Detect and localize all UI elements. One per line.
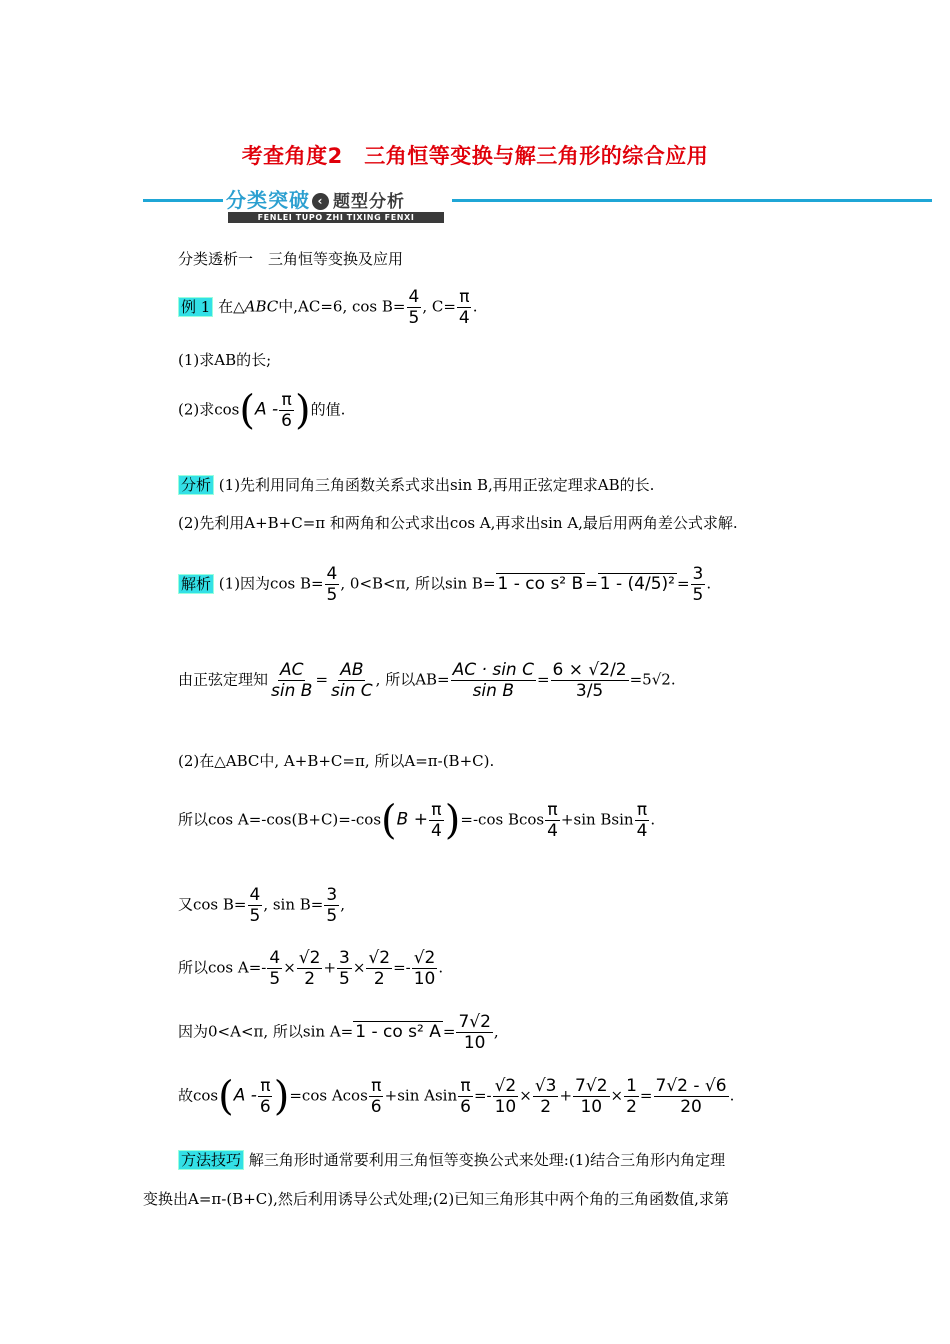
example-statement bbox=[178, 287, 478, 328]
s8-eq: =- bbox=[473, 1086, 492, 1105]
frac-num: 3 bbox=[339, 948, 350, 968]
s4-pre: 所以cos A=-cos(B+C)=-cos bbox=[178, 810, 382, 829]
frac-den: 2 bbox=[626, 1097, 637, 1117]
solution-line-6 bbox=[178, 948, 443, 989]
fraction-sqrt2-10 bbox=[412, 948, 438, 989]
frac-den: 5 bbox=[692, 585, 704, 605]
fraction-1-2 bbox=[624, 1076, 639, 1117]
frac-num: √2 bbox=[413, 948, 436, 968]
fraction-compound bbox=[551, 660, 629, 701]
banner-rule-right bbox=[452, 199, 932, 202]
banner-sub: 题型分析 bbox=[333, 192, 405, 212]
frac-den: sin B bbox=[472, 681, 514, 701]
fraction-4-5-b bbox=[248, 885, 263, 926]
s7-end: , bbox=[493, 1022, 499, 1041]
frac-num: 1 bbox=[626, 1076, 637, 1096]
frac-num: √2 bbox=[494, 1076, 517, 1096]
solution-line-5 bbox=[178, 885, 345, 926]
fraction-sqrt3-2 bbox=[533, 1076, 559, 1117]
sqrt-expression-3: 1 - co s² A bbox=[355, 1021, 441, 1042]
fraction-7sqrt2-10 bbox=[456, 1012, 492, 1053]
frac-den: 10 bbox=[413, 969, 436, 989]
fraction-b bbox=[407, 287, 422, 328]
frac-den: 5 bbox=[269, 969, 281, 989]
solution-tag: 解析 bbox=[178, 574, 214, 594]
s5-pre: 又cos B= bbox=[178, 895, 247, 914]
example-c: , C= bbox=[422, 297, 456, 316]
analysis-line-1 bbox=[178, 475, 654, 495]
frac-num: 4 bbox=[269, 948, 281, 968]
frac-num: π bbox=[459, 287, 470, 307]
frac-num: 4 bbox=[408, 287, 420, 307]
solution-line-7: 因为0<A<π, 所以sin A= 1 - co s² A = $\frac{7√2}{10}$ , bbox=[178, 1012, 499, 1053]
frac-den: 6 bbox=[281, 411, 292, 431]
frac-num: π bbox=[636, 800, 648, 820]
section-banner bbox=[226, 184, 448, 224]
times-2: × bbox=[352, 958, 366, 977]
frac-den: 4 bbox=[430, 821, 442, 841]
fraction-pi-6-c bbox=[369, 1076, 384, 1117]
frac-den: 6 bbox=[259, 1097, 271, 1117]
section-heading: 分类透析一 三角恒等变换及应用 bbox=[178, 250, 404, 268]
frac-num: π bbox=[371, 1076, 382, 1096]
fraction-4-5 bbox=[325, 564, 340, 605]
s4-mid2: +sin Bsin bbox=[560, 810, 634, 829]
s7-pre: 因为0<A<π, 所以sin A= bbox=[178, 1022, 354, 1041]
frac-num: π bbox=[281, 390, 292, 410]
times-4: × bbox=[610, 1086, 624, 1105]
frac-den: 6 bbox=[460, 1097, 471, 1117]
s8-mid: =cos Acos bbox=[289, 1086, 368, 1105]
analysis-tag: 分析 bbox=[178, 475, 214, 495]
question-1: (1)求AB的长; bbox=[178, 351, 272, 369]
s6-pre: 所以cos A=- bbox=[178, 958, 267, 977]
frac-num: AB bbox=[340, 660, 364, 680]
s4-end: . bbox=[650, 810, 656, 829]
fraction-3-5-b bbox=[324, 885, 339, 926]
paren-close: ) bbox=[295, 387, 311, 434]
frac-num: 3 bbox=[692, 564, 704, 584]
fraction-c bbox=[457, 287, 472, 328]
frac-den: 2 bbox=[373, 969, 385, 989]
frac-den: sin B bbox=[271, 681, 313, 701]
s4-paren: B + bbox=[396, 809, 428, 830]
sqrt-expression: 1 - co s² B bbox=[497, 573, 584, 594]
example-pre: 在△ bbox=[218, 297, 245, 316]
solution-line-4 bbox=[178, 797, 656, 844]
paren-open: ( bbox=[381, 797, 397, 844]
frac-den: 4 bbox=[547, 821, 558, 841]
fraction-pi-4 bbox=[429, 800, 444, 841]
banner-rule-left bbox=[143, 199, 223, 202]
frac-den: 2 bbox=[304, 969, 316, 989]
fraction-sqrt2-10-b bbox=[493, 1076, 519, 1117]
frac-den: 20 bbox=[680, 1097, 702, 1117]
s2-result: =5√2. bbox=[629, 670, 676, 689]
example-tag: 例 1 bbox=[178, 297, 213, 317]
frac-num: π bbox=[431, 800, 442, 820]
method-tag: 方法技巧 bbox=[178, 1150, 244, 1170]
fraction-pi-4-b bbox=[545, 800, 560, 841]
fraction-7sqrt2-10-b bbox=[573, 1076, 609, 1117]
s8-paren: A - bbox=[233, 1085, 257, 1106]
q2-post: 的值. bbox=[310, 400, 346, 419]
frac-num: 4 bbox=[249, 885, 261, 905]
fraction-3-5-c bbox=[337, 948, 352, 989]
frac-den: 5 bbox=[326, 906, 338, 926]
q2-a: A - bbox=[255, 399, 279, 420]
frac-den: 5 bbox=[249, 906, 261, 926]
times-3: × bbox=[519, 1086, 532, 1105]
page-title: 考查角度2 三角恒等变换与解三角形的综合应用 bbox=[241, 144, 709, 168]
fraction-pi-6-d bbox=[458, 1076, 473, 1117]
frac-num: 4 bbox=[326, 564, 338, 584]
frac-den: 10 bbox=[494, 1097, 517, 1117]
frac-num: 7√2 - √6 bbox=[655, 1076, 727, 1096]
chevron-left-icon: ‹ bbox=[312, 193, 329, 210]
fraction-3-5 bbox=[691, 564, 706, 605]
method-line-2: 变换出A=π-(B+C),然后利用诱导公式处理;(2)已知三角形其中两个角的三角函数值,求第 bbox=[143, 1190, 729, 1208]
fraction-ac-sinc bbox=[451, 660, 536, 701]
frac-num: π bbox=[547, 800, 558, 820]
frac-den: sin C bbox=[331, 681, 373, 701]
example-end: . bbox=[472, 297, 478, 316]
frac-den: 10 bbox=[463, 1033, 486, 1053]
frac-den: 4 bbox=[458, 308, 470, 328]
frac-den: 5 bbox=[408, 308, 420, 328]
fraction-pi-4-c bbox=[635, 800, 650, 841]
frac-num: AC bbox=[279, 660, 304, 680]
s5-mid: , sin B= bbox=[263, 895, 324, 914]
banner-pinyin: FENLEI TUPO ZHI TIXING FENXI bbox=[228, 212, 444, 223]
solution-line-3: (2)在△ABC中, A+B+C=π, 所以A=π-(B+C). bbox=[178, 752, 495, 770]
sqrt-expression-2: 1 - (4/5)² bbox=[599, 573, 675, 594]
frac-num: 3 bbox=[326, 885, 338, 905]
frac-num: π bbox=[460, 1076, 471, 1096]
plus-2: + bbox=[559, 1086, 573, 1105]
paren-close: ) bbox=[273, 1073, 290, 1120]
frac-num: AC · sin C bbox=[452, 660, 534, 680]
frac-den: 4 bbox=[636, 821, 648, 841]
q2-pre: (2)求cos bbox=[178, 400, 240, 419]
banner-main: 分类突破 bbox=[226, 188, 310, 212]
frac-num: π bbox=[260, 1076, 271, 1096]
frac-num: √3 bbox=[534, 1076, 557, 1096]
s6-end: . bbox=[438, 958, 444, 977]
example-abc: ABC bbox=[244, 297, 279, 316]
fraction-pi-6-b bbox=[258, 1076, 273, 1117]
frac-num: 6 × √2/2 bbox=[552, 660, 627, 680]
s2-mid: , 所以AB= bbox=[375, 670, 450, 689]
times: × bbox=[283, 958, 296, 977]
solution-line-8: 故cos(A - $\frac{\pi}{6}$ )=cos Acos $\frac{\pi}{6}$ +sin Asin $\frac{\pi}{6}$ =- $\frac{√2}{10}$ × $\frac{√3}{2}$ + $\frac{7√2}{10}$ × $\frac{1}{2}$ = $\frac{7√2 - √6}{20}$ . bbox=[178, 1073, 735, 1120]
s1-eq: = bbox=[585, 574, 598, 593]
s1-eq-2: = bbox=[676, 574, 690, 593]
fraction-pi-6 bbox=[279, 390, 294, 431]
analysis-text-1: (1)先利用同角三角函数关系式求出sin B,再用正弦定理求AB的长. bbox=[218, 476, 655, 494]
frac-num: 7√2 bbox=[575, 1076, 608, 1096]
fraction-ab-sinc bbox=[329, 660, 375, 701]
s5-end: , bbox=[340, 895, 345, 914]
frac-den: 3/5 bbox=[575, 681, 604, 701]
s8-pre: 故cos bbox=[178, 1086, 219, 1105]
s8-mid2: +sin Asin bbox=[384, 1086, 458, 1105]
s4-mid: =-cos Bcos bbox=[460, 810, 545, 829]
fraction-4-5-c bbox=[267, 948, 282, 989]
frac-den: 10 bbox=[580, 1097, 603, 1117]
s2-pre: 由正弦定理知 bbox=[178, 670, 269, 689]
solution-line-1: 解析 (1)因为cos B= $\frac{4}{5}$ , 0<B<π, 所以sin B= 1 - co s² B = 1 - (4/5)² = $\frac{3}{5}$ . bbox=[178, 564, 711, 605]
frac-den: 5 bbox=[326, 585, 338, 605]
eq: =- bbox=[393, 958, 411, 977]
method-line-1 bbox=[178, 1150, 725, 1170]
paren-close: ) bbox=[444, 797, 461, 844]
analysis-line-2: (2)先利用A+B+C=π 和两角和公式求出cos A,再求出sin A,最后用两角差公式求解. bbox=[178, 514, 738, 532]
s8-end: . bbox=[729, 1086, 735, 1105]
example-ac: AC=6, cos B= bbox=[298, 297, 406, 316]
fraction-final bbox=[654, 1076, 729, 1117]
fraction-ac-sinb bbox=[269, 660, 314, 701]
frac-den: 6 bbox=[370, 1097, 382, 1117]
s1-pre: (1)因为cos B= bbox=[218, 574, 324, 593]
frac-num: √2 bbox=[368, 948, 391, 968]
question-2 bbox=[178, 387, 346, 434]
frac-num: √2 bbox=[298, 948, 321, 968]
s1-mid: , 0<B<π, 所以sin B= bbox=[340, 574, 496, 593]
method-text-1: 解三角形时通常要利用三角恒等变换公式来处理:(1)结合三角形内角定理 bbox=[248, 1151, 726, 1169]
frac-num: 7√2 bbox=[458, 1012, 491, 1032]
solution-line-2: 由正弦定理知 $\frac{AC}{\text{sin B}}$ = $\frac{AB}{\text{sin C}}$ , 所以AB= $\frac{\text{AC · sin C}}{\text{sin B}}$ = $\frac{6 \times √2/2}{3/5}$ =5√2. bbox=[178, 660, 676, 701]
paren-open: ( bbox=[239, 387, 255, 434]
plus: + bbox=[323, 958, 337, 977]
example-mid: 中, bbox=[278, 297, 299, 316]
paren-open: ( bbox=[218, 1073, 234, 1120]
frac-den: 5 bbox=[339, 969, 350, 989]
frac-den: 2 bbox=[540, 1097, 552, 1117]
fraction-sqrt2-2-b bbox=[366, 948, 392, 989]
fraction-sqrt2-2 bbox=[297, 948, 323, 989]
